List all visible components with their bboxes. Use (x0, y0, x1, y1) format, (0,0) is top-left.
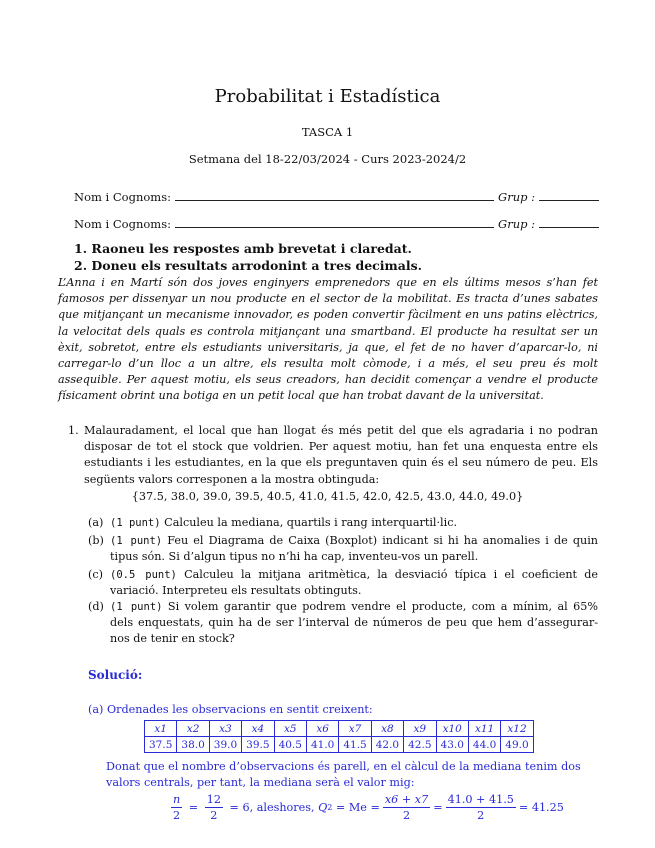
name-line-1 (74, 190, 599, 204)
table-header: x12 (501, 721, 533, 737)
table-header: x6 (306, 721, 338, 737)
question-text: Malauradament, el local que han llogat és més petit del que els agradaria i no podran disposar de tot el stock que voldrien. Per aquest motiu, han fet una enquesta entre els estudiants i les estudiantes, en la que els preguntaven quin és el seu número de peu. Els següents valors corresponen a la mostra obtinguda: (84, 424, 598, 486)
name-label: Nom i Cognoms: (74, 190, 171, 204)
table-header: x8 (371, 721, 403, 737)
instruction-1: 1. Raoneu les respostes amb brevetat i claredat. (74, 241, 412, 256)
part-b (88, 533, 598, 565)
table-header: x5 (274, 721, 306, 737)
part-a (88, 515, 598, 531)
table-header: x3 (209, 721, 241, 737)
part-label: (b) (88, 534, 104, 547)
part-text: Calculeu la mitjana aritmètica, la desviació típica i el coeficient de variació. Interpreteu els resultats obtinguts. (110, 568, 598, 598)
table-cell: 38.0 (177, 737, 209, 753)
fraction-x6-x7: $\frac{x6 + x7}{2}$ (384, 793, 429, 822)
points: (1 punt) (110, 517, 161, 529)
name-label: Nom i Cognoms: (74, 217, 171, 231)
table-header: x10 (436, 721, 468, 737)
part-label: (a) (88, 703, 104, 716)
median-formula: $\frac{n}{2}$ = $\frac{12}{2}$ = 6, aleshores, Q 2 = Me = $\frac{x6 + x7}{2}$ = $\frac{41.0 + 41.5}{2}$ = 41.25 (173, 793, 564, 822)
part-text: Ordenades les observacions en sentit creixent: (106, 703, 373, 716)
table-header-row (145, 721, 534, 737)
table-header: x7 (339, 721, 371, 737)
table-cell: 41.0 (306, 737, 338, 753)
table-cell: 41.5 (339, 737, 371, 753)
part-text: Si volem garantir que podrem vendre el producte, com a mínim, al 65% dels enquestats, quin ha de ser l’interval de números de peu que hem d’assegurar-nos de tenir en stock? (110, 600, 599, 646)
points: (1 punt) (110, 601, 163, 613)
part-label: (d) (88, 600, 104, 613)
table-header: x9 (404, 721, 436, 737)
table-header: x2 (177, 721, 209, 737)
table-cell: 39.5 (242, 737, 274, 753)
median-explanation: Donat que el nombre d’observacions és parell, en el càlcul de la mediana tenim dos valors centrals, per tant, la mediana serà el valor mig: (106, 760, 581, 790)
question-number: 1. (68, 424, 79, 437)
name-line-2 (74, 217, 599, 231)
name-field[interactable] (175, 226, 494, 228)
solution-part-a (88, 703, 373, 716)
task-label: TASCA 1 (301, 125, 354, 139)
observations-table (144, 720, 534, 753)
table-cell: 49.0 (501, 737, 533, 753)
intro-paragraph: L’Anna i en Martí són dos joves enginyers emprenedors que en els últims mesos s’han fet famosos per dissenyar un nou producte en el sector de la mobilitat. Es tracta d’unes sabates que mitjançant un mecanisme innovador, es poden convertir fàcilment en uns patins elèctrics, la velocitat dels quals es controla mitjançant una smartband. El producte ha resultat ser un èxit, sobretot, entre els estudiants universitaris, ja que, el fet de no haver d’aparcar-lo, ni carregar-lo d’un lloc a un altre, els resulta molt còmode, i a més, el seu preu és molt assequible. Per aquest motiu, els seus creadors, han decidit començar a vendre el producte físicament obrint una botiga en un petit local que han trobat davant de la universitat. (58, 276, 598, 403)
table-cell: 39.0 (209, 737, 241, 753)
table-cell: 42.5 (404, 737, 436, 753)
fraction-values: $\frac{41.0 + 41.5}{2}$ (447, 793, 514, 822)
part-label: (c) (88, 568, 103, 581)
part-text: Feu el Diagrama de Caixa (Boxplot) indicant si hi ha anomalies i de quin tipus són. Si d’algun tipus no n’hi ha cap, inventeu-vos un parell. (110, 534, 599, 564)
data-set: {37.5, 38.0, 39.0, 39.5, 40.5, 41.0, 41.5, 42.0, 42.5, 43.0, 44.0, 49.0} (131, 490, 524, 503)
table-cell: 44.0 (468, 737, 500, 753)
name-field[interactable] (175, 199, 494, 201)
table-cell: 40.5 (274, 737, 306, 753)
table-header: x4 (242, 721, 274, 737)
table-header: x1 (145, 721, 177, 737)
fraction-12-over-2: $\frac{12}{2}$ (206, 793, 221, 822)
group-field[interactable] (539, 200, 599, 201)
instruction-2: 2. Doneu els resultats arrodonint a tres decimals. (74, 258, 423, 273)
part-c (88, 567, 598, 599)
points: (1 punt) (110, 535, 163, 547)
part-d (88, 599, 598, 648)
group-field[interactable] (539, 227, 599, 228)
table-cell: 43.0 (436, 737, 468, 753)
table-row (145, 737, 534, 753)
week-label: Setmana del 18-22/03/2024 - Curs 2023-2024/2 (188, 152, 467, 166)
table-header: x11 (468, 721, 500, 737)
table-cell: 37.5 (145, 737, 177, 753)
table-cell: 42.0 (371, 737, 403, 753)
group-label: Grup : (498, 217, 535, 231)
part-label: (a) (88, 516, 104, 529)
part-text: Calculeu la mediana, quartils i rang interquartil·lic. (164, 516, 458, 529)
fraction-n-over-2: $\frac{n}{2}$ (173, 793, 181, 822)
solution-heading: Solució: (88, 668, 143, 682)
page-title: Probabilitat i Estadística (214, 86, 441, 107)
question-1 (68, 423, 598, 488)
group-label: Grup : (498, 190, 535, 204)
points: (0.5 punt) (110, 569, 177, 581)
